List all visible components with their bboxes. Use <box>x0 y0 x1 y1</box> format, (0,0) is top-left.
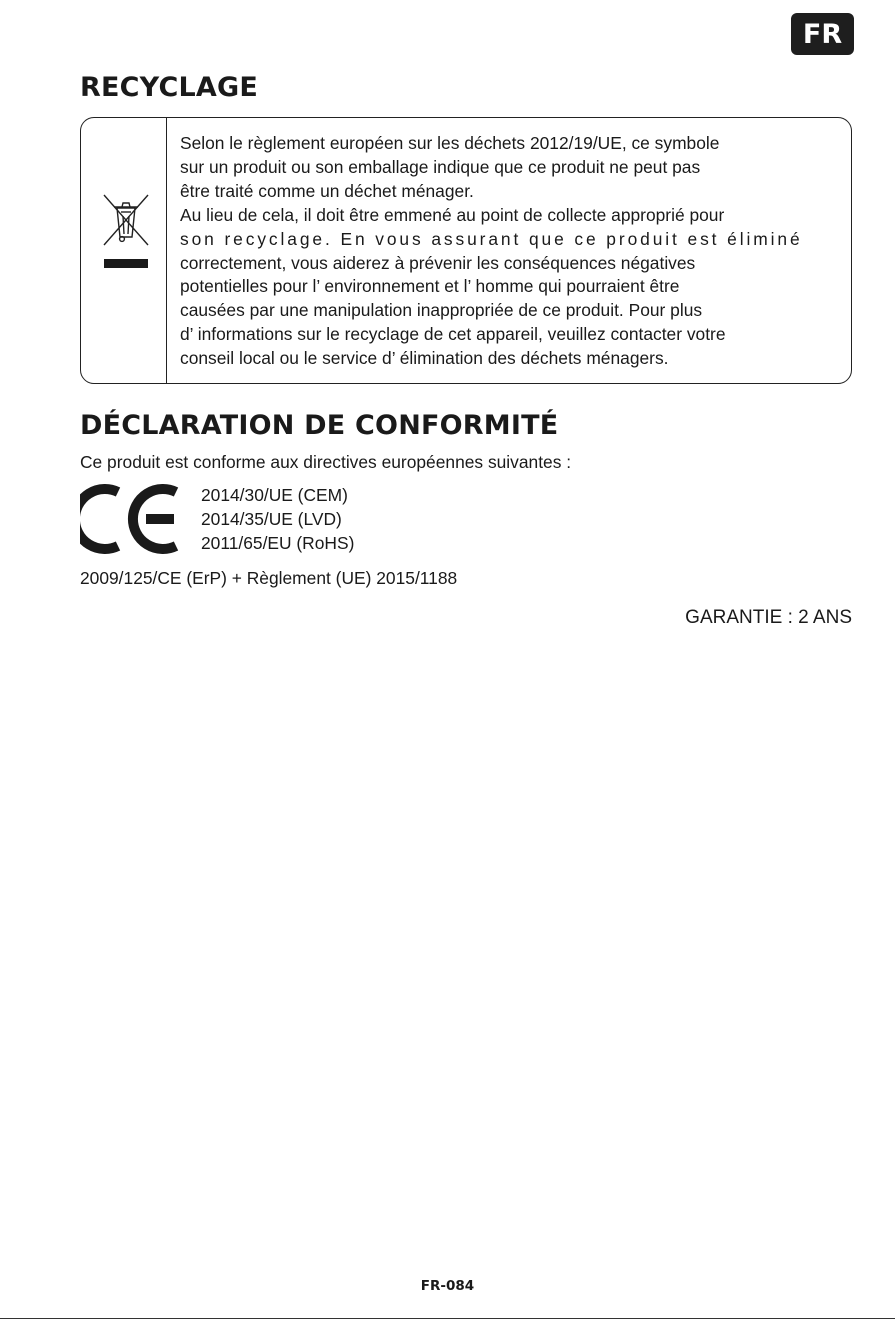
crossed-out-wheelie-bin-icon <box>101 192 151 274</box>
box-divider <box>166 118 167 383</box>
recycling-heading: RECYCLAGE <box>80 72 258 103</box>
recycling-line: correctement, vous aiderez à prévenir les conséquences négatives <box>180 252 696 273</box>
recycling-line: son recyclage. En vous assurant que ce produit est éliminé <box>180 228 803 249</box>
recycling-line: Au lieu de cela, il doit être emmené au point de collecte approprié pour <box>180 204 725 225</box>
bottom-rule <box>0 1318 895 1319</box>
recycling-line: être traité comme un déchet ménager. <box>180 180 474 201</box>
directive-item: 2011/65/EU (RoHS) <box>201 533 355 553</box>
recycling-text <box>180 132 842 371</box>
warranty-label: GARANTIE : 2 ANS <box>685 607 852 628</box>
language-badge: FR <box>791 13 854 55</box>
conformity-heading: DÉCLARATION DE CONFORMITÉ <box>80 410 559 441</box>
recycling-line: causées par une manipulation inappropriée de ce produit. Pour plus <box>180 300 703 321</box>
recycling-line: sur un produit ou son emballage indique que ce produit ne peut pas <box>180 156 701 177</box>
recycling-line: conseil local ou le service d’ élimination des déchets ménagers. <box>180 348 669 369</box>
page-number: FR-084 <box>420 1278 475 1294</box>
directive-item: 2014/35/UE (LVD) <box>201 509 342 529</box>
recycling-line: Selon le règlement européen sur les déchets 2012/19/UE, ce symbole <box>180 133 720 153</box>
ce-mark-icon <box>80 484 180 554</box>
directives-list <box>201 483 354 555</box>
erp-regulation: 2009/125/CE (ErP) + Règlement (UE) 2015/1188 <box>80 568 458 588</box>
directive-item: 2014/30/UE (CEM) <box>201 485 348 505</box>
recycling-line: potentielles pour l’ environnement et l’ homme qui pourraient être <box>180 276 680 297</box>
recycling-line: d’ informations sur le recyclage de cet appareil, veuillez contacter votre <box>180 324 726 345</box>
conformity-intro: Ce produit est conforme aux directives européennes suivantes : <box>80 452 572 472</box>
recycling-notice-box <box>80 117 852 384</box>
